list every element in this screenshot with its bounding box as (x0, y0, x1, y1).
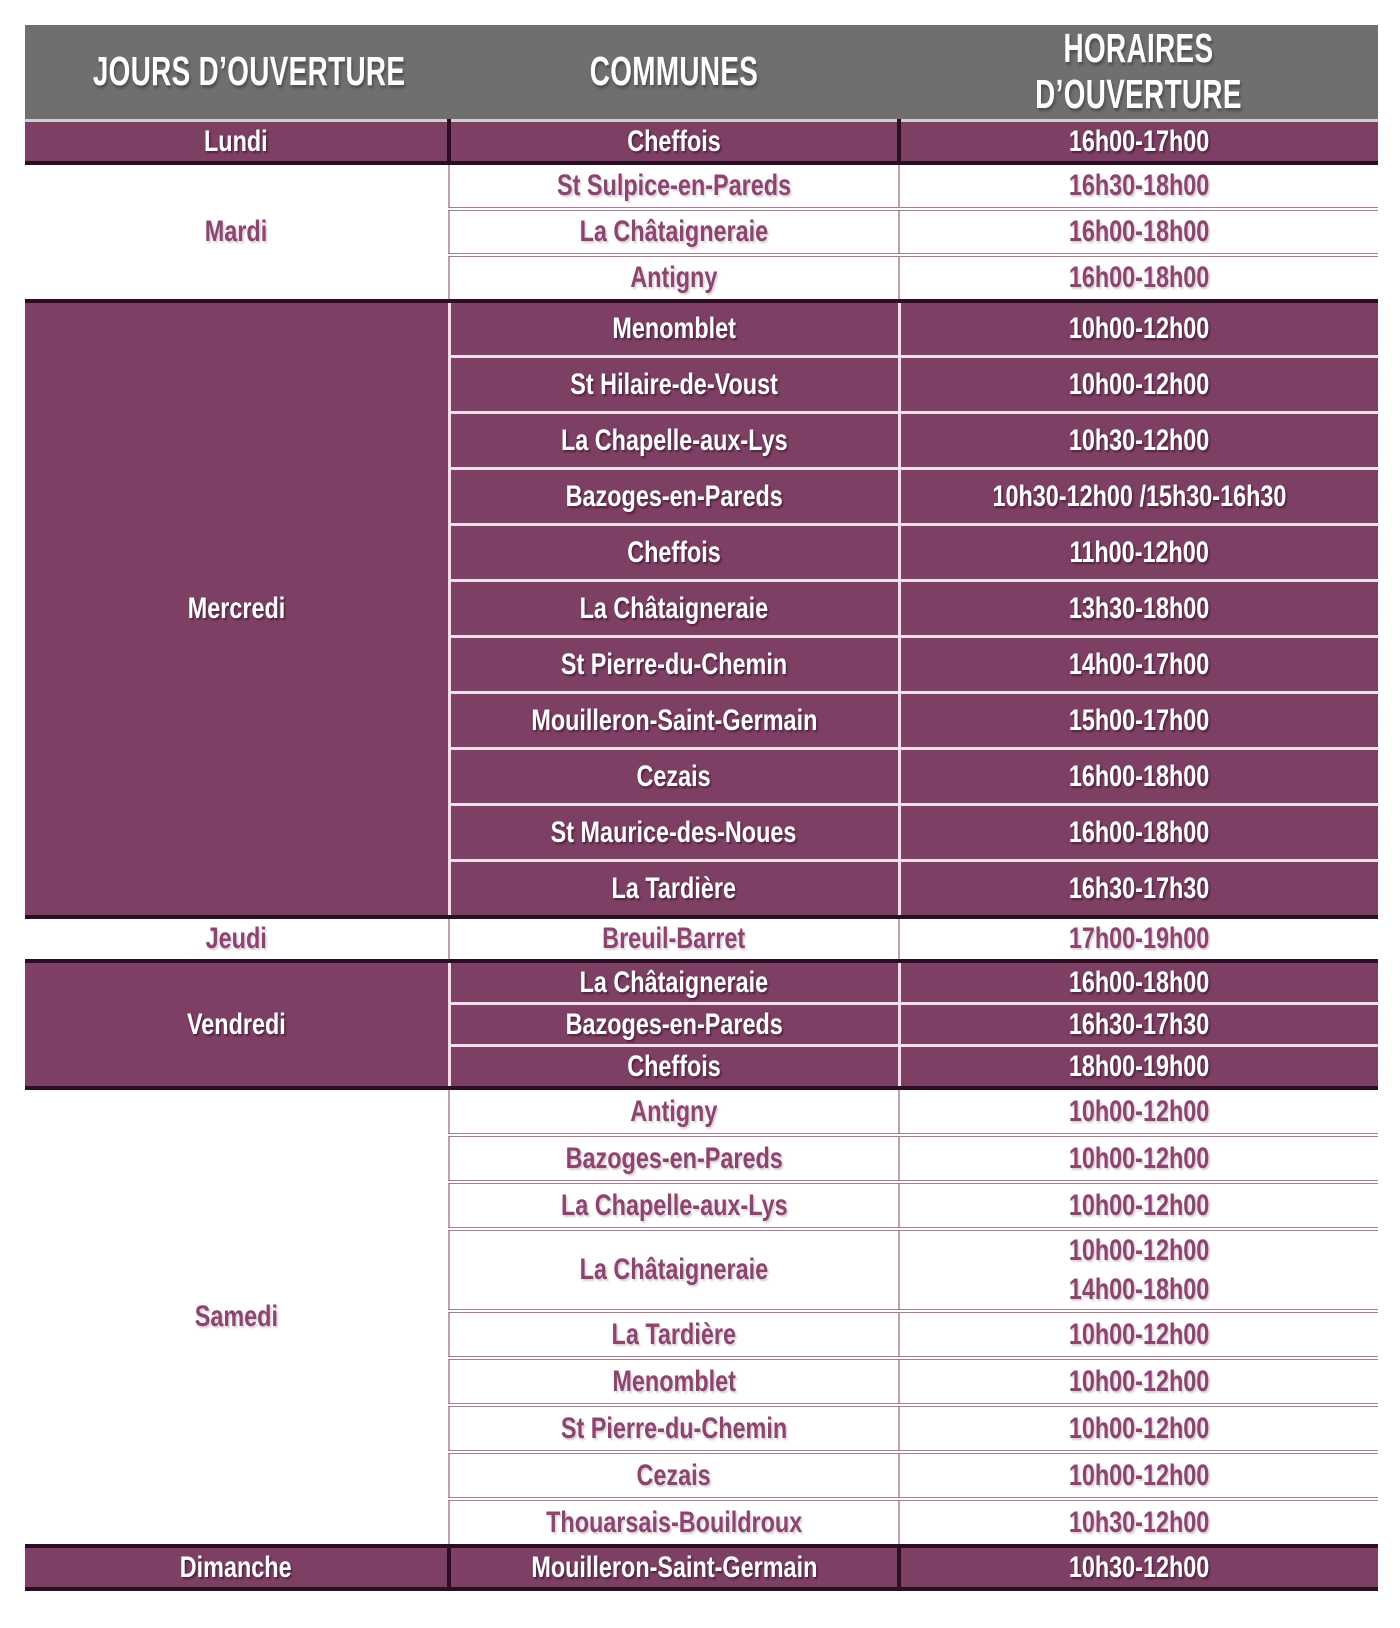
hours-cell: 18h00-19h00 (899, 1045, 1378, 1088)
commune-cell: Thouarsais-Bouildroux (449, 1499, 899, 1546)
day-group-mercredi (25, 301, 1378, 917)
day-cell (25, 163, 449, 301)
hours-cell: 16h00-18h00 (899, 749, 1378, 805)
day-cell (25, 1088, 449, 1546)
header-communes (449, 25, 899, 120)
hours-cell: 13h30-18h00 (899, 581, 1378, 637)
commune-cell: La Châtaigneraie (449, 1229, 899, 1311)
commune-cell: St Pierre-du-Chemin (449, 637, 899, 693)
commune-cell: La Châtaigneraie (449, 209, 899, 255)
hours-cell: 10h30-12h00 /15h30-16h30 (899, 469, 1378, 525)
commune-cell: La Châtaigneraie (449, 581, 899, 637)
table-row (25, 120, 1378, 163)
table-row (25, 163, 1378, 209)
day-group-dimanche (25, 1546, 1378, 1589)
table-row (25, 961, 1378, 1004)
hours-cell: 16h00-18h00 (899, 805, 1378, 861)
day-cell (25, 961, 449, 1088)
day-label: Samedi (194, 1300, 279, 1333)
hours-cell: 11h00-12h00 (899, 525, 1378, 581)
table-header (25, 25, 1378, 120)
hours-cell: 16h00-18h00 (899, 255, 1378, 301)
commune-cell: St Maurice-des-Noues (449, 805, 899, 861)
hours-cell: 10h00-12h00 (899, 1452, 1378, 1499)
commune-cell: St Pierre-du-Chemin (449, 1405, 899, 1452)
table-row (25, 917, 1378, 961)
commune-cell: Cheffois (449, 525, 899, 581)
hours-cell: 10h00-12h00 (899, 1358, 1378, 1405)
hours-cell: 10h00-12h00 (899, 357, 1378, 413)
day-cell (25, 301, 449, 917)
day-label: Vendredi (186, 1007, 286, 1041)
commune-cell: La Chapelle-aux-Lys (449, 1182, 899, 1229)
commune-cell: Menomblet (449, 301, 899, 357)
day-label: Dimanche (180, 1550, 292, 1584)
header-jours (25, 25, 449, 120)
hours-cell: 16h00-18h00 (899, 961, 1378, 1004)
day-label: Mardi (205, 215, 268, 248)
commune-cell: Antigny (449, 255, 899, 301)
hours-cell: 16h30-17h30 (899, 1003, 1378, 1045)
commune-cell: Breuil-Barret (449, 917, 899, 961)
hours-cell: 10h00-12h00 (899, 1405, 1378, 1452)
hours-cell: 14h00-17h00 (899, 637, 1378, 693)
hours-cell: 17h00-19h00 (899, 917, 1378, 961)
day-group-vendredi (25, 961, 1378, 1088)
header-communes-label: COMMUNES (589, 47, 759, 94)
day-label: Mercredi (187, 592, 286, 625)
hours-cell: 10h30-12h00 (899, 413, 1378, 469)
hours-cell: 10h00-12h00 (899, 1182, 1378, 1229)
hours-cell: 10h00-12h00 (899, 1135, 1378, 1182)
commune-cell: Cezais (449, 1452, 899, 1499)
commune-cell: Mouilleron-Saint-Germain (449, 1546, 899, 1589)
day-group-samedi (25, 1088, 1378, 1546)
header-horaires-label-line1: HORAIRES (1063, 25, 1214, 71)
day-group-jeudi (25, 917, 1378, 961)
commune-cell: St Sulpice-en-Pareds (449, 163, 899, 209)
commune-cell: Bazoges-en-Pareds (449, 469, 899, 525)
hours-cell: 10h00-12h00 (899, 1088, 1378, 1135)
header-horaires-label-line2: D’OUVERTURE (1035, 70, 1242, 117)
hours-cell: 10h00-12h00 14h00-18h00 (899, 1229, 1378, 1311)
header-jours-label: JOURS D’OUVERTURE (92, 47, 406, 94)
hours-cell: 10h00-12h00 (899, 301, 1378, 357)
commune-cell: La Tardière (449, 861, 899, 917)
hours-cell: 10h30-12h00 (899, 1546, 1378, 1589)
hours-cell: 16h00-17h00 (899, 120, 1378, 163)
day-cell (25, 120, 449, 163)
commune-cell: La Châtaigneraie (449, 961, 899, 1004)
header-horaires (899, 25, 1378, 120)
table-row (25, 301, 1378, 357)
day-cell (25, 917, 449, 961)
commune-cell: Menomblet (449, 1358, 899, 1405)
hours-cell: 10h00-12h00 (899, 1311, 1378, 1358)
day-group-mardi (25, 163, 1378, 301)
hours-cell: 15h00-17h00 (899, 693, 1378, 749)
hours-cell: 16h00-18h00 (899, 209, 1378, 255)
opening-hours-table-wrap (25, 25, 1378, 1591)
commune-cell: Mouilleron-Saint-Germain (449, 693, 899, 749)
hours-cell: 10h30-12h00 (899, 1499, 1378, 1546)
commune-cell: Bazoges-en-Pareds (449, 1003, 899, 1045)
hours-cell: 16h30-18h00 (899, 163, 1378, 209)
day-cell (25, 1546, 449, 1589)
commune-cell: La Chapelle-aux-Lys (449, 413, 899, 469)
commune-cell: Cheffois (449, 120, 899, 163)
commune-cell: Cheffois (449, 1045, 899, 1088)
day-group-lundi (25, 120, 1378, 163)
hours-cell: 16h30-17h30 (899, 861, 1378, 917)
commune-cell: St Hilaire-de-Voust (449, 357, 899, 413)
day-label: Jeudi (205, 922, 268, 955)
header-row (25, 25, 1378, 120)
commune-cell: Bazoges-en-Pareds (449, 1135, 899, 1182)
opening-hours-table (25, 25, 1378, 1591)
commune-cell: La Tardière (449, 1311, 899, 1358)
table-row (25, 1546, 1378, 1589)
table-row (25, 1088, 1378, 1135)
day-label: Lundi (204, 124, 268, 158)
commune-cell: Cezais (449, 749, 899, 805)
commune-cell: Antigny (449, 1088, 899, 1135)
